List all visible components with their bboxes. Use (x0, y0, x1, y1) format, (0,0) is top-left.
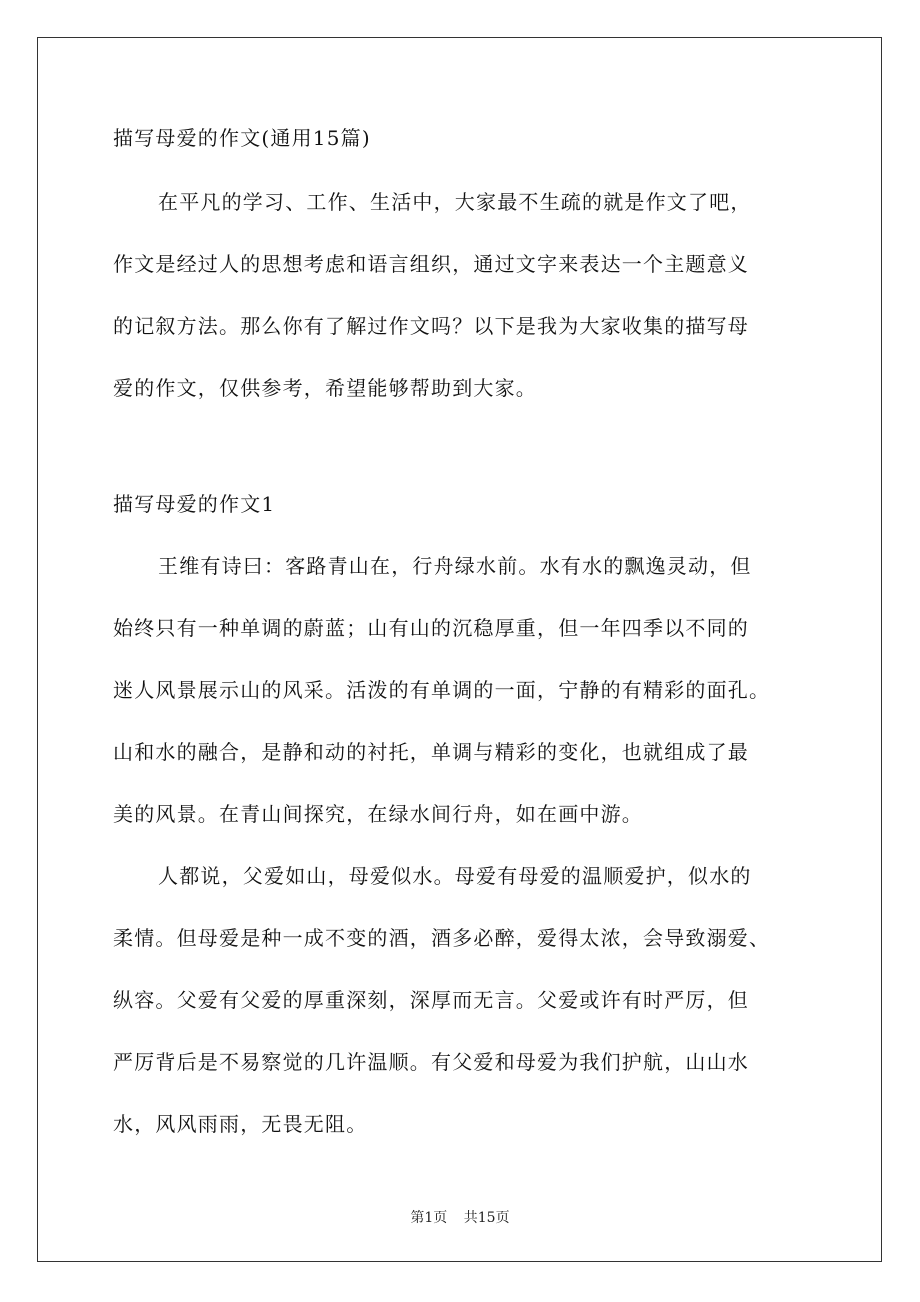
intro-line: 在平凡的学习、工作、生活中，大家最不生疏的就是作文了吧， (158, 190, 752, 214)
document-title: 描写母爱的作文(通用15篇) (113, 126, 371, 150)
paragraph-line: 水，风风雨雨，无畏无阻。 (113, 1112, 368, 1136)
intro-line: 的记叙方法。那么你有了解过作文吗？以下是我为大家收集的描写母 (113, 314, 749, 338)
current-page: 第1页 (410, 1210, 448, 1226)
paragraph-line: 人都说，父爱如山，母爱似水。母爱有母爱的温顺爱护，似水的 (158, 864, 752, 888)
section-heading: 描写母爱的作文1 (113, 492, 276, 516)
page-footer (0, 1207, 920, 1227)
paragraph-line: 美的风景。在青山间探究，在绿水间行舟，如在画中游。 (113, 802, 643, 826)
paragraph-line: 山和水的融合，是静和动的衬托，单调与精彩的变化，也就组成了最 (113, 740, 749, 764)
paragraph-line: 始终只有一种单调的蔚蓝；山有山的沉稳厚重，但一年四季以不同的 (113, 616, 749, 640)
intro-line: 爱的作文，仅供参考，希望能够帮助到大家。 (113, 376, 537, 400)
paragraph-line: 严厉背后是不易察觉的几许温顺。有父爱和母爱为我们护航，山山水 (113, 1050, 749, 1074)
paragraph-line: 迷人风景展示山的风采。活泼的有单调的一面，宁静的有精彩的面孔。 (113, 678, 771, 702)
page-border (37, 37, 882, 1262)
total-pages: 共15页 (463, 1210, 510, 1226)
intro-line: 作文是经过人的思想考虑和语言组织，通过文字来表达一个主题意义 (113, 252, 749, 276)
paragraph-line: 纵容。父爱有父爱的厚重深刻，深厚而无言。父爱或许有时严厉，但 (113, 988, 749, 1012)
paragraph-line: 柔情。但母爱是种一成不变的酒，酒多必醉，爱得太浓，会导致溺爱、 (113, 926, 771, 950)
paragraph-line: 王维有诗曰：客路青山在，行舟绿水前。水有水的飘逸灵动，但 (158, 554, 752, 578)
